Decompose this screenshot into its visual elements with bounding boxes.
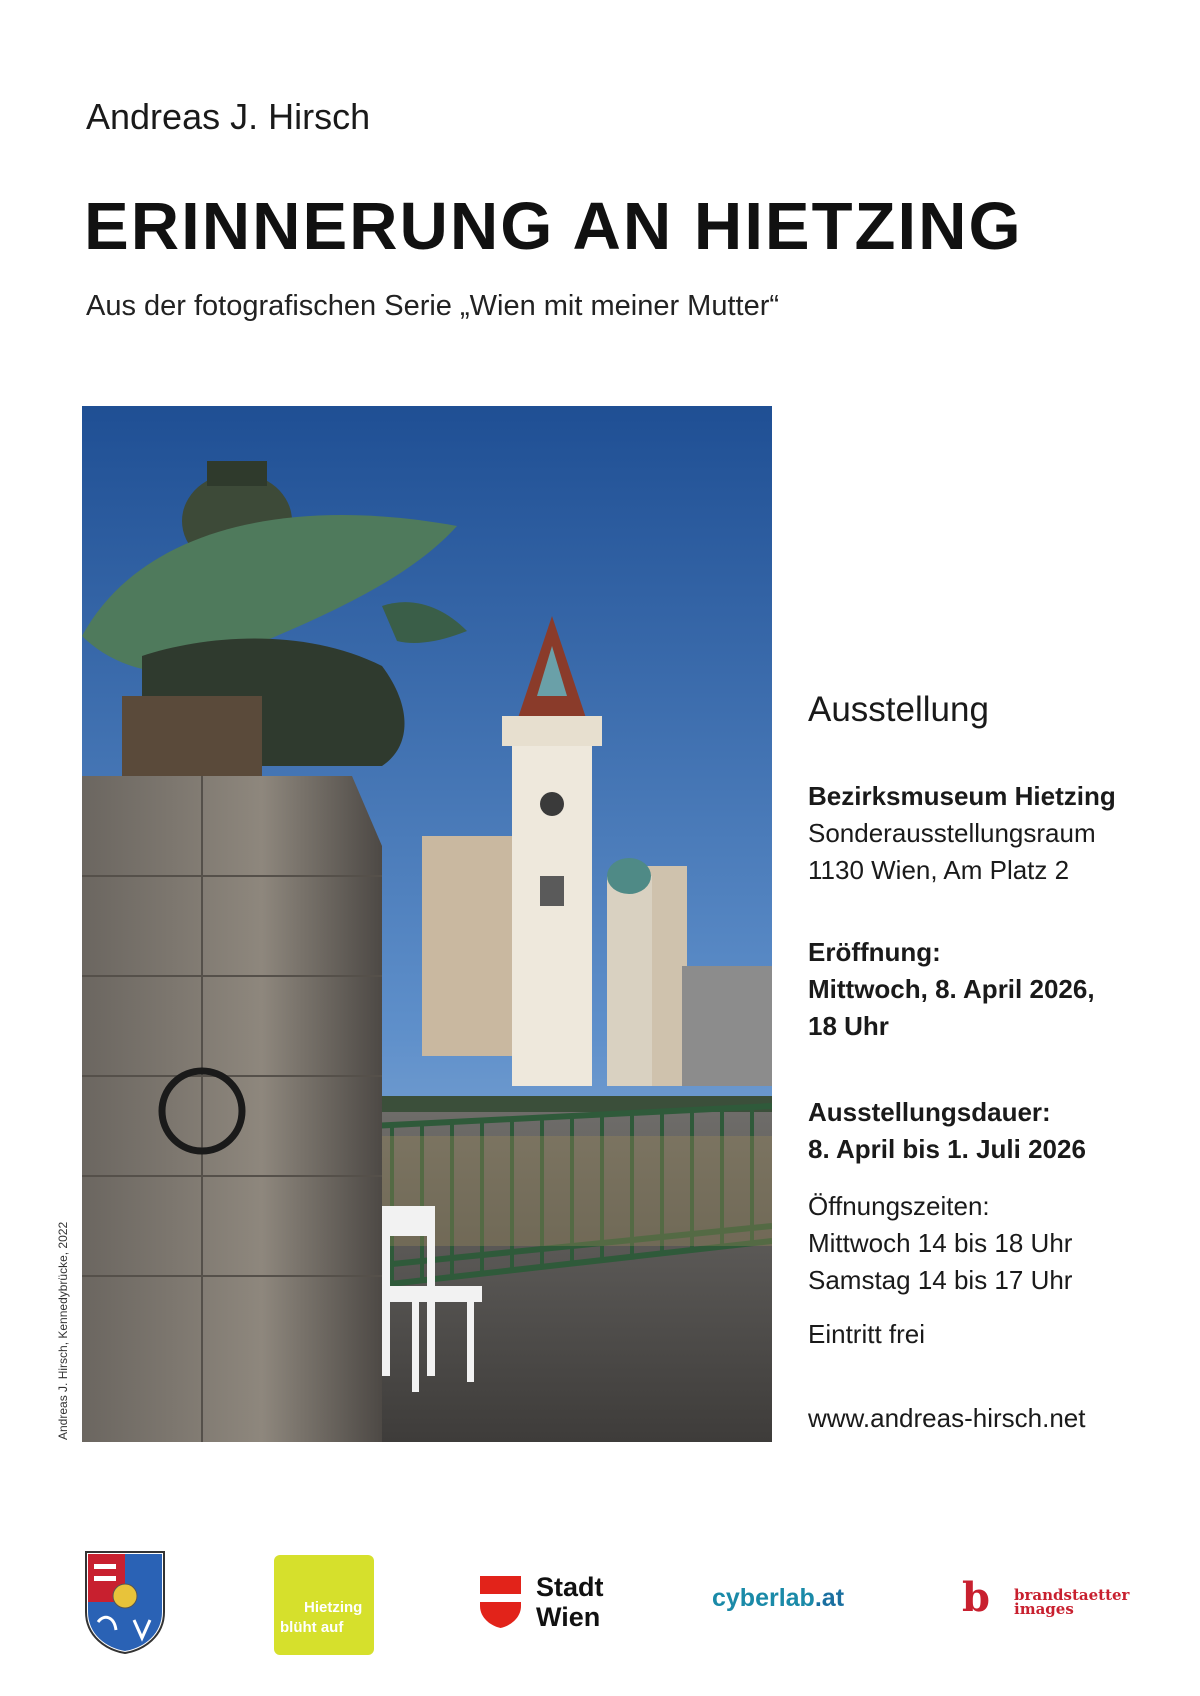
hours-wednesday: Mittwoch 14 bis 18 Uhr xyxy=(808,1228,1073,1258)
venue-room: Sonderausstellungsraum xyxy=(808,818,1096,848)
venue-name: Bezirksmuseum Hietzing xyxy=(808,781,1116,811)
opening-label: Eröffnung: xyxy=(808,937,941,967)
brandstaetter-images: images xyxy=(1014,1600,1074,1618)
cyberlab-tld: .at xyxy=(814,1584,845,1612)
hietzing-logo-line2: blüht auf xyxy=(280,1619,344,1636)
author-name: Andreas J. Hirsch xyxy=(86,96,371,137)
info-heading: Ausstellung xyxy=(808,690,989,729)
brandstaetter-name: brandstaetter xyxy=(1014,1586,1130,1604)
opening-date: Mittwoch, 8. April 2026, xyxy=(808,974,1095,1004)
hietzing-coat-of-arms-icon xyxy=(84,1550,166,1654)
exhibition-photo xyxy=(82,406,772,1442)
wien-logo-line1: Stadt xyxy=(536,1572,604,1602)
entry-info: Eintritt frei xyxy=(808,1319,926,1349)
website-link[interactable]: www.andreas-hirsch.net xyxy=(808,1403,1086,1433)
cyberlab-logo xyxy=(712,1584,844,1613)
cyberlab-name: cyberlab xyxy=(712,1584,815,1612)
photo-credit: Andreas J. Hirsch, Kennedybrücke, 2022 xyxy=(56,1221,70,1440)
duration-value: 8. April bis 1. Juli 2026 xyxy=(808,1134,1086,1164)
duration-label: Ausstellungsdauer: xyxy=(808,1097,1051,1127)
exhibition-subtitle: Aus der fotografischen Serie „Wien mit meiner Mutter“ xyxy=(86,290,780,322)
hours-label: Öffnungszeiten: xyxy=(808,1191,990,1221)
hours-saturday: Samstag 14 bis 17 Uhr xyxy=(808,1265,1073,1295)
vienna-shield-icon xyxy=(480,1576,521,1628)
brandstaetter-letter: b xyxy=(962,1574,990,1621)
venue-address: 1130 Wien, Am Platz 2 xyxy=(808,855,1070,885)
stadt-wien-logo xyxy=(480,1572,620,1632)
opening-time: 18 Uhr xyxy=(808,1011,889,1041)
hietzing-blueht-auf-logo xyxy=(274,1555,374,1655)
brandstaetter-images-logo xyxy=(962,1574,1130,1624)
wien-logo-line2: Wien xyxy=(536,1602,601,1632)
exhibition-title: ERINNERUNG AN HIETZING xyxy=(84,189,1023,264)
hietzing-logo-line1: Hietzing xyxy=(304,1599,363,1616)
